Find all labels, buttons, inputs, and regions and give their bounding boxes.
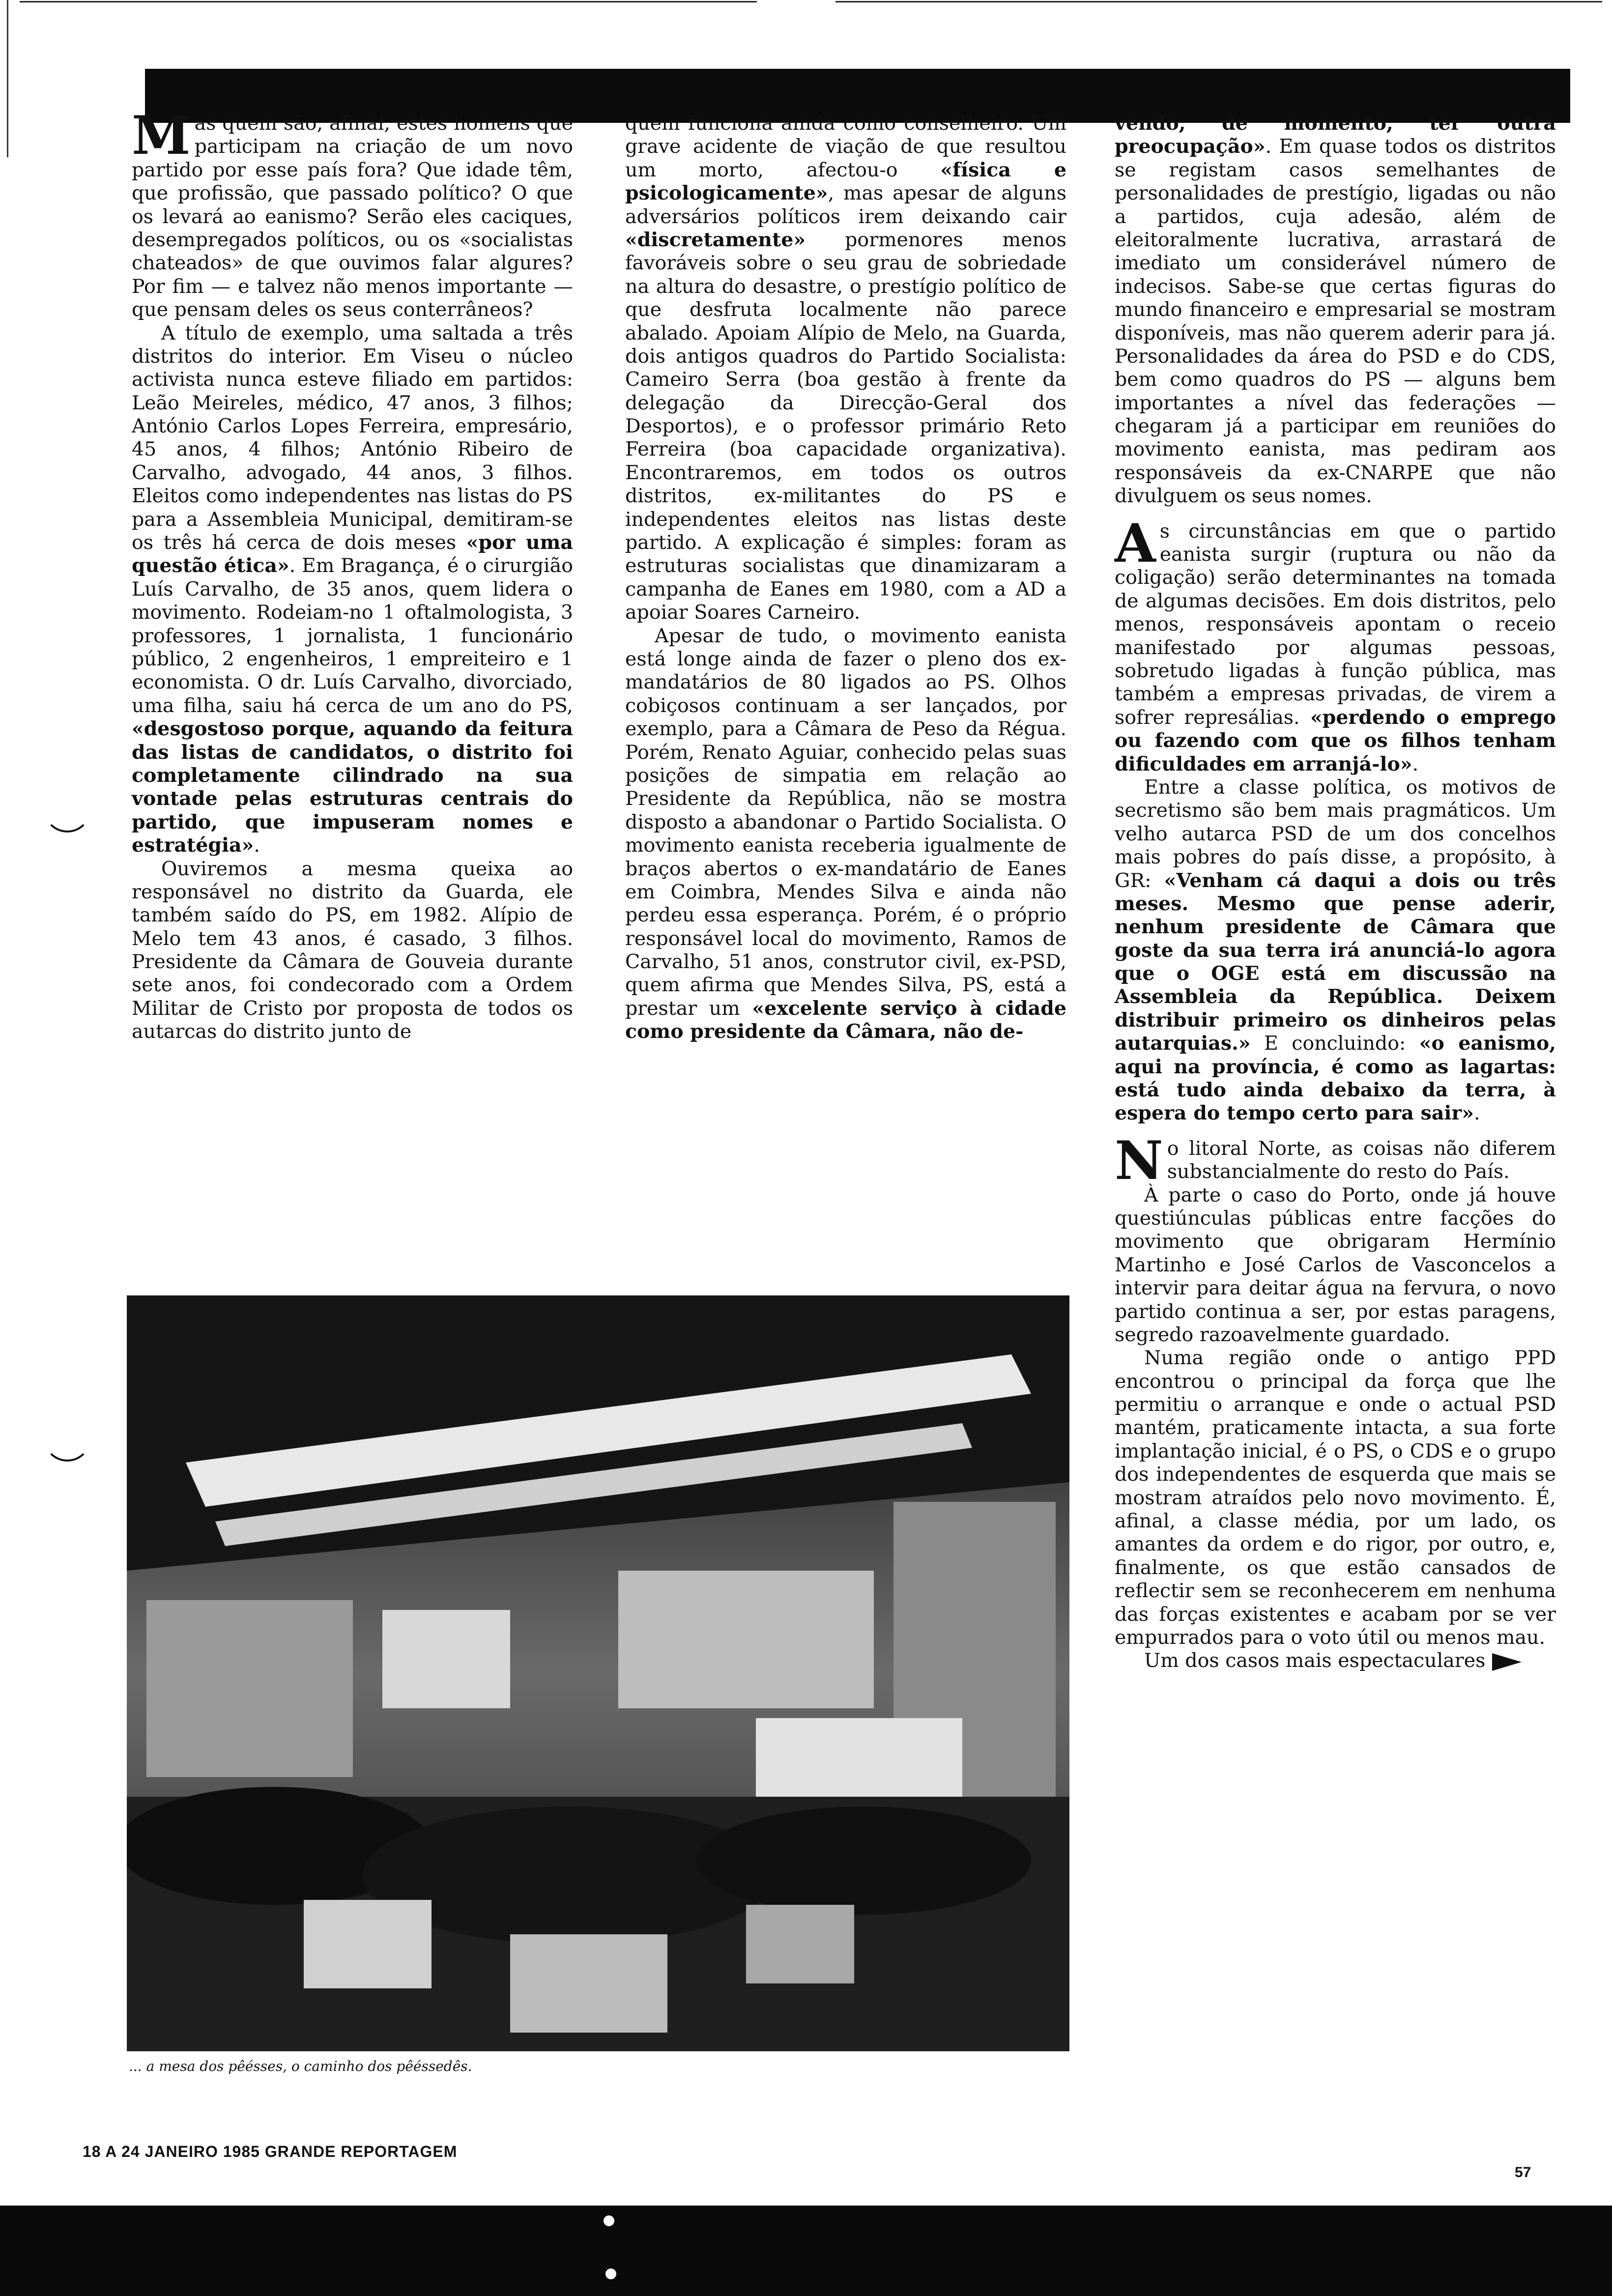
- paragraph: Mas quem são, afinal, estes homens que participam na criação de um novo partido por esse país fora? Que idade têm, que profissão, que passado político? O que os levará ao eanismo? Serão eles caciques, desempregados políticos, ou os «socialistas chateados» de que ouvimos falar algures? Por fim — e talvez não menos importante — que pensam deles os seus conterrâneos?: [132, 105, 573, 321]
- punch-hole: [605, 2268, 616, 2279]
- article-column-2: [625, 112, 1066, 1044]
- margin-mark: [43, 796, 91, 832]
- paragraph: Ouviremos a mesma queixa ao responsável no distrito da Guarda, ele também saído do PS, em 1982. Alípio de Melo tem 43 anos, é casado, 3 filhos. Presidente da Câmara de Gouveia durante sete anos, foi condecorado com a Ordem Militar de Cristo por proposta de todos os autarcas do distrito junto de: [132, 857, 573, 1043]
- footer-issue: 18 A 24 JANEIRO 1985 GRANDE REPORTAGEM: [83, 2143, 458, 2160]
- paragraph: Entre a classe política, os motivos de secretismo são bem mais pragmáticos. Um velho autarca PSD de um dos concelhos mais pobres do país disse, a propósito, à GR: «Venham cá daqui a dois ou três meses. Mesmo que pense aderir, nenhum presidente de Câmara que goste da sua terra irá anunciá-lo agora que o OGE está em discussão na Assembleia da República. Deixem distribuir primeiro os dinheiros pelas autarquias.» E concluindo: «o eanismo, aqui na província, é como as lagartas: está tudo ainda debaixo da terra, à espera do tempo certo para sair».: [1115, 775, 1556, 1125]
- article-column-3: [1115, 112, 1556, 1673]
- paragraph: Numa região onde o antigo PPD encontrou o principal da força que lhe permitiu o arranque e onde o actual PSD mantém, praticamente intacta, a sua forte implantação inicial, é o PS, o CDS e o grupo dos independentes de esquerda que mais se mostram atraídos pelo novo movimento. É, afinal, a classe média, por um lado, os amantes da ordem e do rigor, por outro, e, finalmente, os que estão cansados de reflectir sem se reconhecerem em nenhuma das forças existentes e acabam por se ver empurrados para o voto útil ou menos mau.: [1115, 1347, 1556, 1649]
- punch-hole: [604, 2215, 614, 2226]
- paragraph: As circunstâncias em que o partido eanista surgir (ruptura ou não da coligação) serão determinantes na tomada de algumas decisões. Em dois distritos, pelo menos, responsáveis apontam o receio manifestado por algumas pessoas, sobretudo ligadas à função pública, mas também a empresas privadas, de virem a sofrer represálias. «perdendo o emprego ou fazendo com que os filhos tenham dificuldades em arranjá-lo».: [1115, 512, 1556, 775]
- page-number: 57: [1515, 2164, 1531, 2181]
- scan-top-edge: [0, 0, 1612, 4]
- scan-left-edge: [7, 0, 8, 157]
- article-column-1: [132, 105, 573, 1044]
- paragraph: quem funciona ainda como conselheiro. Um grave acidente de viação de que resultou um morto, afectou-o «física e psicologicamente», mas apesar de alguns adversários políticos irem deixando cair «discretamente» pormenores menos favoráveis sobre o seu grau de sobriedade na altura do desastre, o prestígio político de que desfruta localmente não parece abalado. Apoiam Alípio de Melo, na Guarda, dois antigos quadros do Partido Socialista: Cameiro Serra (boa gestão à frente da delegação da Direcção-Geral dos Desportos), e o professor primário Reto Ferreira (boa capacidade organizativa). Encontraremos, em todos os outros distritos, ex-militantes do PS e independentes eleitos nas listas deste partido. A explicação é simples: foram as estruturas socialistas que dinamizaram a campanha de Eanes em 1980, com a AD a apoiar Soares Carneiro.: [625, 112, 1066, 624]
- margin-mark: [43, 1425, 91, 1462]
- meeting-photo: [127, 1295, 1069, 2051]
- scan-bottom-band: [0, 2206, 1612, 2296]
- continue-arrow-icon: [1492, 1653, 1522, 1671]
- photo-caption: ... a mesa dos pêésses, o caminho dos pêéssedês.: [129, 2058, 472, 2074]
- paragraph: À parte o caso do Porto, onde já houve questiúnculas públicas entre facções do movimento que obrigaram Hermínio Martinho e José Carlos de Vasconcelos a intervir para deitar água na fervura, o novo partido continua a ser, por estas paragens, segredo razoavelmente guardado.: [1115, 1183, 1556, 1346]
- paragraph: Apesar de tudo, o movimento eanista está longe ainda de fazer o pleno dos ex-mandatários de 80 ligados ao PS. Olhos cobiçosos continuam a ser lançados, por exemplo, para a Câmara de Peso da Régua. Porém, Renato Aguiar, conhecido pelas suas posições de simpatia em relação ao Presidente da República, não se mostra disposto a abandonar o Partido Socialista. O movimento eanista receberia igualmente de braços abertos o ex-mandatário de Eanes em Coimbra, Mendes Silva e ainda não perdeu essa esperança. Porém, é o próprio responsável local do movimento, Ramos de Carvalho, 51 anos, construtor civil, ex-PSD, quem afirma que Mendes Silva, PS, está a prestar um «excelente serviço à cidade como presidente da Câmara, não de-: [625, 624, 1067, 1043]
- paragraph: No litoral Norte, as coisas não diferem substancialmente do resto do País.: [1115, 1129, 1556, 1192]
- paragraph: vendo, de momento, ter outra preocupação». Em quase todos os distritos se registam casos semelhantes de personalidades de prestígio, ligadas ou não a partidos, cuja adesão, além de eleitoralmente lucrativa, arrastará de imediato um considerável número de indecisos. Sabe-se que certas figuras do mundo financeiro e empresarial se mostram disponíveis, mas não querem aderir para já. Personalidades da área do PSD e do CDS, bem como quadros do PS — alguns bem importantes a nível das federações — chegaram já a participar em reuniões do movimento eanista, mas pediram aos responsáveis da ex-CNARPE que não divulguem os seus nomes.: [1115, 112, 1556, 508]
- paragraph: A título de exemplo, uma saltada a três distritos do interior. Em Viseu o núcleo activista nunca esteve filiado em partidos: Leão Meireles, médico, 47 anos, 3 filhos; António Carlos Lopes Ferreira, empresário, 45 anos, 4 filhos; António Ribeiro de Carvalho, advogado, 44 anos, 3 filhos. Eleitos como independentes nas listas do PS para a Assembleia Municipal, demitiram-se os três há cerca de dois meses «por uma questão ética». Em Bragança, é o cirurgião Luís Carvalho, de 35 anos, quem lidera o movimento. Rodeiam-no 1 oftalmologista, 3 professores, 1 jornalista, 1 funcionário público, 2 engenheiros, 1 empreiteiro e 1 economista. O dr. Luís Carvalho, divorciado, uma filha, saiu há cerca de um ano do PS, «desgostoso porque, aquando da feitura das listas de candidatos, o distrito foi completamente cilindrado na sua vontade pelas estruturas centrais do partido, que impuseram nomes e estratégia».: [132, 321, 573, 857]
- paragraph: Um dos casos mais espectaculares: [1115, 1649, 1556, 1672]
